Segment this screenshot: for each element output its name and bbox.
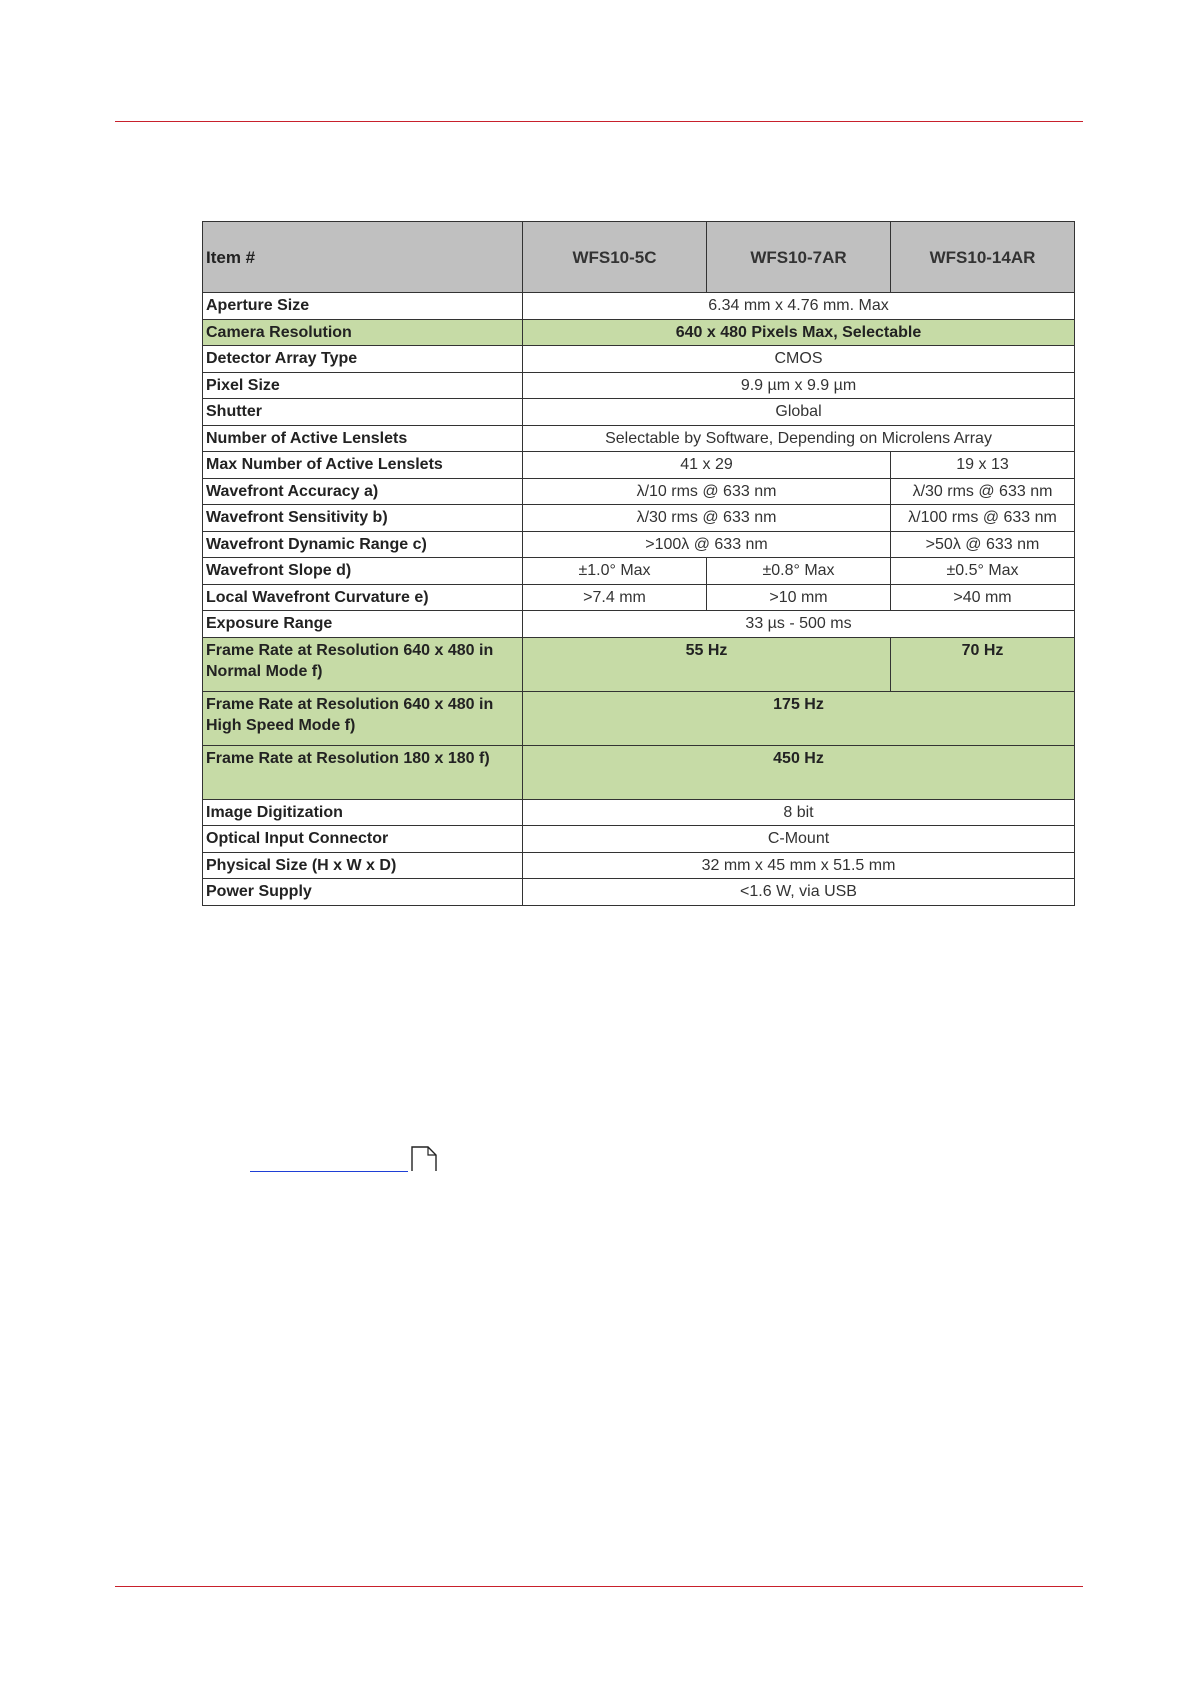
row-value: 450 Hz <box>523 745 1075 799</box>
table-row <box>203 745 1075 799</box>
hyperlink-underline[interactable] <box>250 1171 408 1172</box>
row-value: ±0.8° Max <box>707 558 891 585</box>
table-row <box>203 478 1075 505</box>
row-value: 6.34 mm x 4.76 mm. Max <box>523 293 1075 320</box>
table-row <box>203 826 1075 853</box>
row-value: λ/30 rms @ 633 nm <box>523 505 891 532</box>
table-row <box>203 691 1075 745</box>
row-value: >50λ @ 633 nm <box>891 531 1075 558</box>
table-row <box>203 346 1075 373</box>
header-item-label: Item # <box>203 222 523 293</box>
row-value: >7.4 mm <box>523 584 707 611</box>
header-model-wfs10-5c: WFS10-5C <box>523 222 707 293</box>
table-row <box>203 372 1075 399</box>
row-label: Optical Input Connector <box>203 826 523 853</box>
table-row <box>203 425 1075 452</box>
row-value: Global <box>523 399 1075 426</box>
row-value: 33 µs - 500 ms <box>523 611 1075 638</box>
row-label: Frame Rate at Resolution 640 x 480 in Normal Mode f) <box>203 637 523 691</box>
row-value: >40 mm <box>891 584 1075 611</box>
row-value: 41 x 29 <box>523 452 891 479</box>
row-label: Frame Rate at Resolution 180 x 180 f) <box>203 745 523 799</box>
row-label: Frame Rate at Resolution 640 x 480 in High Speed Mode f) <box>203 691 523 745</box>
row-value: λ/100 rms @ 633 nm <box>891 505 1075 532</box>
table-row <box>203 531 1075 558</box>
row-label: Wavefront Slope d) <box>203 558 523 585</box>
row-value: 175 Hz <box>523 691 1075 745</box>
row-label: Exposure Range <box>203 611 523 638</box>
table-row <box>203 637 1075 691</box>
row-label: Aperture Size <box>203 293 523 320</box>
row-value: 19 x 13 <box>891 452 1075 479</box>
row-value: >100λ @ 633 nm <box>523 531 891 558</box>
header-model-wfs10-7ar: WFS10-7AR <box>707 222 891 293</box>
header-model-wfs10-14ar: WFS10-14AR <box>891 222 1075 293</box>
row-label: Max Number of Active Lenslets <box>203 452 523 479</box>
row-label: Image Digitization <box>203 799 523 826</box>
table-row <box>203 399 1075 426</box>
row-value: 9.9 µm x 9.9 µm <box>523 372 1075 399</box>
row-label: Number of Active Lenslets <box>203 425 523 452</box>
table-row <box>203 293 1075 320</box>
page-icon[interactable] <box>411 1146 437 1172</box>
row-label: Wavefront Accuracy a) <box>203 478 523 505</box>
table-row <box>203 558 1075 585</box>
row-value: >10 mm <box>707 584 891 611</box>
row-value: λ/10 rms @ 633 nm <box>523 478 891 505</box>
row-value: CMOS <box>523 346 1075 373</box>
table-row <box>203 319 1075 346</box>
row-label: Wavefront Dynamic Range c) <box>203 531 523 558</box>
row-value: 8 bit <box>523 799 1075 826</box>
row-value: <1.6 W, via USB <box>523 879 1075 906</box>
footer-rule <box>115 1586 1083 1587</box>
row-value: λ/30 rms @ 633 nm <box>891 478 1075 505</box>
row-value: 55 Hz <box>523 637 891 691</box>
table-row <box>203 584 1075 611</box>
row-value: 32 mm x 45 mm x 51.5 mm <box>523 852 1075 879</box>
row-label: Local Wavefront Curvature e) <box>203 584 523 611</box>
row-label: Wavefront Sensitivity b) <box>203 505 523 532</box>
table-row <box>203 852 1075 879</box>
row-label: Physical Size (H x W x D) <box>203 852 523 879</box>
row-label: Shutter <box>203 399 523 426</box>
table-row <box>203 799 1075 826</box>
row-value: Selectable by Software, Depending on Microlens Array <box>523 425 1075 452</box>
table-header-row <box>203 222 1075 293</box>
header-rule <box>115 121 1083 122</box>
row-label: Camera Resolution <box>203 319 523 346</box>
row-value: ±0.5° Max <box>891 558 1075 585</box>
row-value: C-Mount <box>523 826 1075 853</box>
row-label: Pixel Size <box>203 372 523 399</box>
row-label: Power Supply <box>203 879 523 906</box>
table-row <box>203 505 1075 532</box>
row-value: ±1.0° Max <box>523 558 707 585</box>
row-value: 640 x 480 Pixels Max, Selectable <box>523 319 1075 346</box>
table-row <box>203 879 1075 906</box>
row-value: 70 Hz <box>891 637 1075 691</box>
table-row <box>203 452 1075 479</box>
specification-table <box>202 221 1075 906</box>
row-label: Detector Array Type <box>203 346 523 373</box>
table-row <box>203 611 1075 638</box>
